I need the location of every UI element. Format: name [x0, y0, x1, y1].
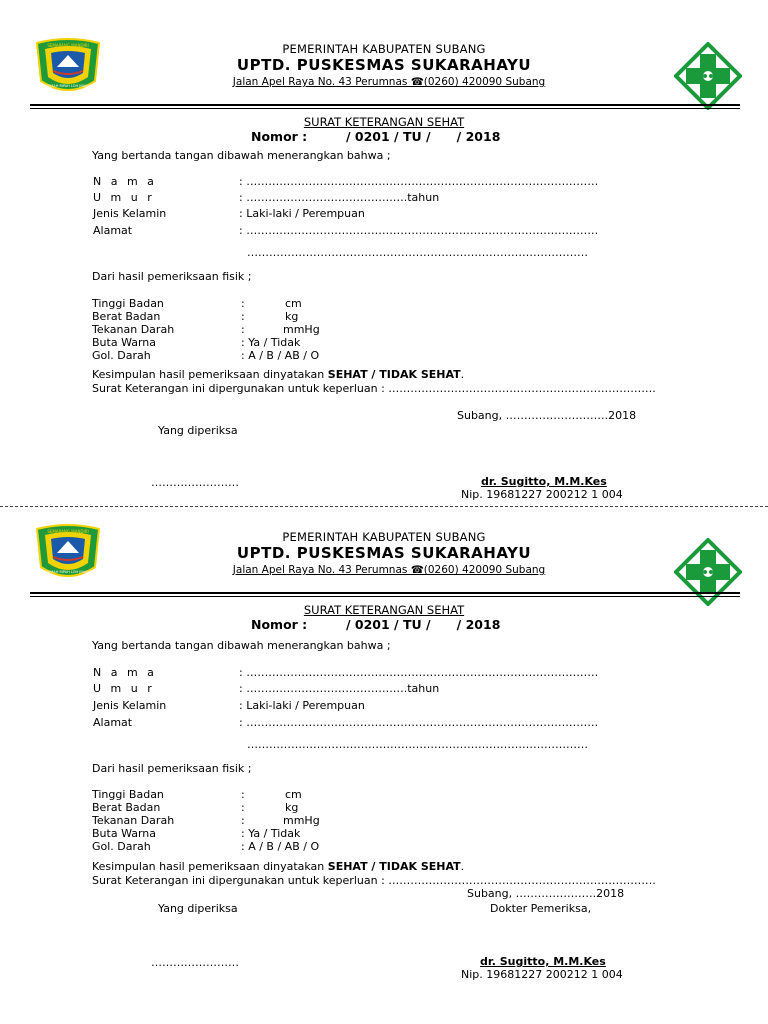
- svg-text:SEMARANG MANDIRI: SEMARANG MANDIRI: [47, 529, 89, 534]
- jk-value: : Laki-laki / Perempuan: [239, 699, 365, 712]
- patient-signature-line: ……………………: [151, 956, 239, 969]
- kesimpulan-text: Kesimpulan hasil pemeriksaan dinyatakan: [92, 368, 328, 381]
- yang-diperiksa-label: Yang diperiksa: [158, 902, 238, 915]
- svg-text:SEMARANG MANDIRI: SEMARANG MANDIRI: [47, 43, 89, 48]
- bb-colon: :: [241, 801, 245, 814]
- nama-label: N a m a: [93, 175, 157, 188]
- kop-pemerintah: PEMERINTAH KABUPATEN SUBANG: [282, 42, 486, 56]
- jk-value: : Laki-laki / Perempuan: [239, 207, 365, 220]
- kesimpulan-end: .: [460, 860, 465, 873]
- tb-label: Tinggi Badan: [92, 788, 164, 801]
- alamat-value-2: …………………………………………………………………………………: [247, 246, 588, 259]
- intro-text: Yang bertanda tangan dibawah menerangkan bahwa ;: [92, 639, 391, 652]
- kesimpulan-end: .: [460, 368, 465, 381]
- nama-label: N a m a: [93, 666, 157, 679]
- svg-text:GEMAH RIPAH LOH JINAWI: GEMAH RIPAH LOH JINAWI: [45, 570, 91, 574]
- td-unit: mmHg: [283, 814, 320, 827]
- letter-title: SURAT KETERANGAN SEHAT: [303, 115, 465, 129]
- bb-unit: kg: [285, 310, 299, 323]
- nama-value: : ……………………………………………………………………………………: [239, 175, 599, 188]
- yang-diperiksa-label: Yang diperiksa: [158, 424, 238, 437]
- tb-colon: :: [241, 788, 245, 801]
- bb-unit: kg: [285, 801, 299, 814]
- nomor-label: Nomor :: [251, 617, 308, 632]
- tempat-tanggal: Subang, ………………….2018: [467, 887, 625, 900]
- kop-rule-thin: [30, 596, 740, 597]
- keperluan: Surat Keterangan ini dipergunakan untuk keperluan : ……………………………………………………………….: [92, 382, 656, 395]
- exam-intro: Dari hasil pemeriksaan fisik ;: [92, 270, 252, 283]
- doctor-nip: Nip. 19681227 200212 1 004: [461, 488, 623, 501]
- bb-label: Berat Badan: [92, 801, 161, 814]
- umur-label: U m u r: [93, 191, 155, 204]
- alamat-value: : ……………………………………………………………………………………: [239, 224, 599, 237]
- umur-value: : ………………………………….….tahun: [239, 191, 440, 204]
- kop-alamat: Jalan Apel Raya No. 43 Perumnas ☎(0260) 420090 Subang: [232, 564, 546, 576]
- kesimpulan: [92, 368, 464, 381]
- umur-label: U m u r: [93, 682, 155, 695]
- kop-rule: [30, 592, 740, 594]
- td-label: Tekanan Darah: [92, 814, 175, 827]
- kop-instansi: UPTD. PUSKESMAS SUKARAHAYU: [236, 544, 532, 562]
- nama-value: : ……………………………………………………………………………………: [239, 666, 599, 679]
- keperluan: Surat Keterangan ini dipergunakan untuk keperluan : ……………………………………………………………….: [92, 874, 656, 887]
- doctor-name: dr. Sugitto, M.M.Kes: [480, 955, 606, 968]
- nomor-value: / 0201 / TU / / 2018: [346, 617, 501, 632]
- tb-label: Tinggi Badan: [92, 297, 164, 310]
- letter-title: SURAT KETERANGAN SEHAT: [303, 603, 465, 617]
- bb-colon: :: [241, 310, 245, 323]
- kop-pemerintah: PEMERINTAH KABUPATEN SUBANG: [282, 530, 486, 544]
- alamat-label: Alamat: [93, 716, 133, 729]
- jk-label: Jenis Kelamin: [93, 207, 167, 220]
- jk-label: Jenis Kelamin: [93, 699, 167, 712]
- intro-text: Yang bertanda tangan dibawah menerangkan bahwa ;: [92, 149, 391, 162]
- bw-label: Buta Warna: [92, 827, 157, 840]
- nomor-label: Nomor :: [251, 129, 308, 144]
- letter-number: [248, 129, 520, 145]
- kesimpulan-status: SEHAT / TIDAK SEHAT: [327, 368, 461, 381]
- kesimpulan-status: SEHAT / TIDAK SEHAT: [327, 860, 461, 873]
- bw-value: : Ya / Tidak: [241, 827, 301, 840]
- gd-label: Gol. Darah: [92, 349, 151, 362]
- alamat-value-2: …………………………………………………………………………………: [247, 738, 588, 751]
- gd-value: : A / B / AB / O: [241, 840, 320, 853]
- gd-label: Gol. Darah: [92, 840, 151, 853]
- kop-rule: [30, 104, 740, 106]
- alamat-label: Alamat: [93, 224, 133, 237]
- td-colon: :: [241, 323, 245, 336]
- doctor-name: dr. Sugitto, M.M.Kes: [481, 475, 607, 488]
- tb-colon: :: [241, 297, 245, 310]
- gd-value: : A / B / AB / O: [241, 349, 320, 362]
- td-colon: :: [241, 814, 245, 827]
- alamat-value: : ……………………………………………………………………………………: [239, 716, 599, 729]
- bb-label: Berat Badan: [92, 310, 161, 323]
- kop-instansi: UPTD. PUSKESMAS SUKARAHAYU: [236, 56, 532, 74]
- doctor-nip: Nip. 19681227 200212 1 004: [461, 968, 623, 981]
- td-label: Tekanan Darah: [92, 323, 175, 336]
- kesimpulan: [92, 860, 464, 873]
- dokter-pemeriksa-label: Dokter Pemeriksa,: [490, 902, 592, 915]
- svg-text:GEMAH RIPAH LOH JINAWI: GEMAH RIPAH LOH JINAWI: [45, 84, 91, 88]
- td-unit: mmHg: [283, 323, 320, 336]
- bw-value: : Ya / Tidak: [241, 336, 301, 349]
- puskesmas-cross-logo: [674, 42, 742, 110]
- certificate-bottom: [0, 506, 768, 1024]
- nomor-value: / 0201 / TU / / 2018: [346, 129, 501, 144]
- letter-number: [248, 617, 520, 633]
- kop-rule-thin: [30, 108, 740, 109]
- certificate-top: [0, 0, 768, 506]
- kesimpulan-text: Kesimpulan hasil pemeriksaan dinyatakan: [92, 860, 328, 873]
- patient-signature-line: ……………………: [151, 476, 239, 489]
- umur-value: : ………………………………….….tahun: [239, 682, 440, 695]
- bw-label: Buta Warna: [92, 336, 157, 349]
- exam-intro: Dari hasil pemeriksaan fisik ;: [92, 762, 252, 775]
- kop-alamat: Jalan Apel Raya No. 43 Perumnas ☎(0260) 420090 Subang: [232, 76, 546, 88]
- tb-unit: cm: [285, 788, 302, 801]
- tempat-tanggal: Subang, ……………………….2018: [457, 409, 637, 422]
- tb-unit: cm: [285, 297, 302, 310]
